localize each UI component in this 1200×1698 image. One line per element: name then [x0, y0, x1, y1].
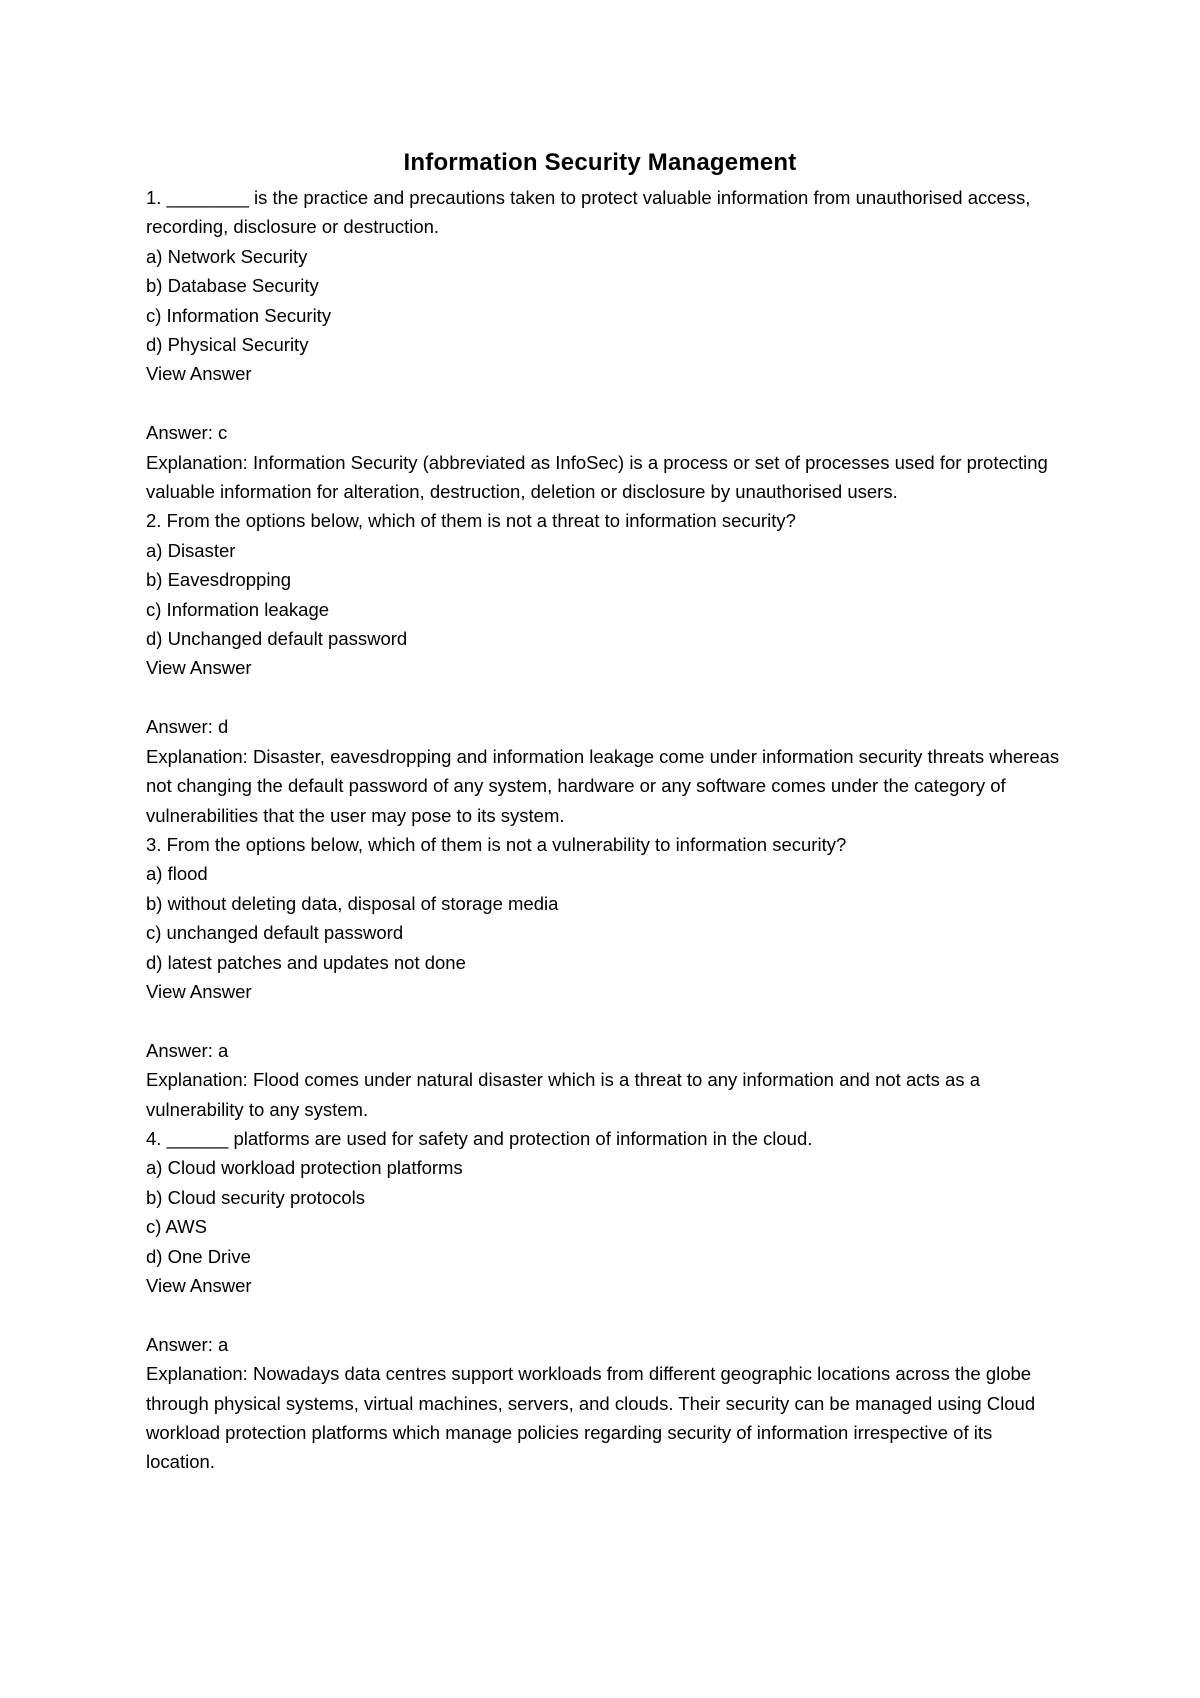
option-b: b) Database Security — [146, 275, 319, 297]
option-c: c) Information Security — [146, 304, 332, 326]
question-text: 1. ________ is the practice and precautions taken to protect valuable information from unauthorised access, recording, disclosure or destruction. — [146, 187, 1031, 238]
spacer — [146, 683, 1066, 712]
option-c: c) unchanged default password — [146, 922, 404, 944]
question-block — [146, 1124, 1066, 1477]
answer-text: Answer: a — [146, 1039, 229, 1061]
option-a: a) Cloud workload protection platforms — [146, 1157, 463, 1179]
answer-text: Answer: d — [146, 716, 229, 738]
question-text: 3. From the options below, which of them is not a vulnerability to information security? — [146, 833, 847, 855]
question-text: 2. From the options below, which of them is not a threat to information security? — [146, 510, 796, 532]
option-a: a) Disaster — [146, 539, 236, 561]
option-b: b) Eavesdropping — [146, 569, 292, 591]
option-a: a) flood — [146, 863, 208, 885]
document-title: Information Security Management — [403, 149, 797, 176]
option-b: b) without deleting data, disposal of storage media — [146, 892, 559, 914]
explanation-text: Explanation: Flood comes under natural disaster which is a threat to any information and not acts as a vulnerability to any system. — [146, 1069, 980, 1120]
option-b: b) Cloud security protocols — [146, 1186, 366, 1208]
explanation-text: Explanation: Information Security (abbreviated as InfoSec) is a process or set of processes used for protecting valuable information for alteration, destruction, deletion or disclosure by unauthorised users. — [146, 451, 1048, 503]
answer-text: Answer: a — [146, 1333, 229, 1355]
explanation-text: Explanation: Nowadays data centres support workloads from different geographic locations across the globe through physical systems, virtual machines, servers, and clouds. Their security can be managed using Cloud workload protection platforms which manage policies regarding security of information irrespective of its location. — [146, 1363, 1036, 1473]
spacer — [146, 1300, 1066, 1329]
view-answer-link[interactable]: View Answer — [146, 657, 252, 679]
explanation-text: Explanation: Disaster, eavesdropping and information leakage come under information security threats whereas not changing the default password of any system, hardware or any software comes under the category of vulnerabilities that the user may pose to its system. — [146, 745, 1060, 826]
question-text: 4. ______ platforms are used for safety and protection of information in the cloud. — [146, 1127, 813, 1149]
question-block — [146, 506, 1066, 829]
document-body — [146, 183, 1066, 1477]
option-d: d) Physical Security — [146, 334, 309, 356]
question-block — [146, 183, 1066, 506]
option-c: c) Information leakage — [146, 598, 330, 620]
spacer — [146, 389, 1066, 418]
question-block — [146, 830, 1066, 1124]
spacer — [146, 1006, 1066, 1035]
view-answer-link[interactable]: View Answer — [146, 363, 252, 385]
option-d: d) latest patches and updates not done — [146, 951, 466, 973]
option-d: d) Unchanged default password — [146, 628, 408, 650]
option-a: a) Network Security — [146, 245, 308, 267]
view-answer-link[interactable]: View Answer — [146, 980, 252, 1002]
option-d: d) One Drive — [146, 1245, 251, 1267]
answer-text: Answer: c — [146, 422, 228, 444]
option-c: c) AWS — [146, 1216, 207, 1238]
view-answer-link[interactable]: View Answer — [146, 1274, 252, 1296]
